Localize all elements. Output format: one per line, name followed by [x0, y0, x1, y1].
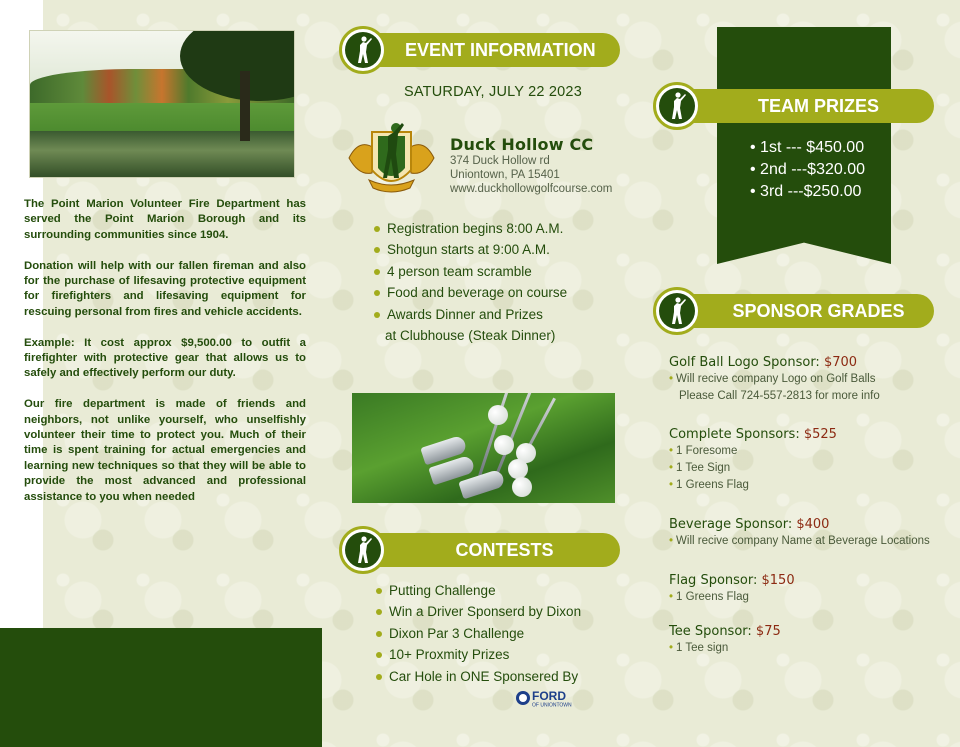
list-item: Car Hole in ONE Sponsered By [375, 666, 625, 687]
golfer-icon-badge [653, 287, 701, 335]
golfer-icon [351, 535, 375, 565]
contests-header [339, 526, 620, 574]
sponsor-price: $75 [755, 624, 781, 639]
list-item: Putting Challenge [375, 580, 625, 601]
sponsor-title: Tee Sponsor: $75 [669, 624, 781, 639]
team-prizes-header [653, 82, 934, 130]
section-title: TEAM PRIZES [673, 89, 934, 123]
venue-name: Duck Hollow CC [450, 135, 594, 154]
section-title: CONTESTS [359, 533, 620, 567]
list-item-continuation: at Clubhouse (Steak Dinner) [385, 328, 556, 344]
golfer-icon-badge [653, 82, 701, 130]
prize-item: • 3rd ---$250.00 [750, 183, 862, 200]
complete-sponsor [669, 426, 949, 494]
golf-course-pond-photo [29, 30, 295, 178]
description-paragraph: Our fire department is made of friends and neighbors, not unlike yourself, who unselfishly volunteer their time to protect you. Much of their time is spent training for actual emergencies and learning new techniques so that they will be able to provide the most advanced and professional assistance to you when needed [24, 398, 306, 503]
list-item: Dixon Par 3 Challenge [375, 623, 625, 644]
sponsor-benefit: • Will recive company Logo on Golf Balls [669, 373, 876, 385]
event-date: SATURDAY, JULY 22 2023 [404, 84, 582, 100]
sponsor-price: $700 [823, 355, 858, 370]
sponsor-grades-header [653, 287, 934, 335]
event-details-list [373, 218, 633, 346]
venue-address-line-1: 374 Duck Hollow rd [450, 155, 550, 167]
ford-logo [515, 688, 595, 708]
sponsor-title: Golf Ball Logo Sponsor: $700 [669, 355, 858, 370]
list-item: Registration begins 8:00 A.M. [373, 218, 633, 239]
section-title: EVENT INFORMATION [359, 33, 620, 67]
description-paragraph: Donation will help with our fallen fireman and also for the purchase of lifesaving protective equipment for firefighters and lifesaving equipment for rescuing personal from fires and vehicle accidents. [24, 259, 306, 318]
flag-sponsor [669, 572, 949, 606]
prize-item: • 1st --- $450.00 [750, 139, 865, 156]
golf-clubs-photo [352, 393, 615, 503]
sponsor-benefit: • 1 Greens Flag [669, 479, 749, 491]
sponsor-benefit: • 1 Greens Flag [669, 591, 749, 603]
list-item: Awards Dinner and Prizes [373, 304, 633, 325]
sponsor-title: Beverage Sponsor: $400 [669, 517, 830, 532]
golf-ball-logo-sponsor [669, 354, 949, 404]
description-paragraph: The Point Marion Volunteer Fire Department has served the Point Marion Borough and its surrounding communities since 1904. [24, 198, 306, 241]
list-item: 10+ Proxmity Prizes [375, 644, 625, 665]
beverage-sponsor [669, 516, 949, 550]
golfer-icon-badge [339, 26, 387, 74]
golfer-icon [351, 35, 375, 65]
sponsor-title: Complete Sponsors: $525 [669, 427, 837, 442]
golfer-icon-badge [339, 526, 387, 574]
tee-sponsor [669, 623, 949, 657]
list-item: Win a Driver Sponserd by Dixon [375, 601, 625, 622]
sponsor-benefit: • 1 Tee Sign [669, 462, 731, 474]
left-bottom-green-panel [0, 628, 322, 747]
crest-icon [344, 118, 439, 196]
fire-department-description [24, 197, 306, 520]
description-paragraph: Example: It cost approx $9,500.00 to outfit a firefighter with protective gear that allows us to safely and effectively perform our duty. [24, 336, 306, 380]
sponsor-benefit: • Will recive company Name at Beverage Locations [669, 535, 930, 547]
sponsor-note: Please Call 724-557-2813 for more info [679, 390, 880, 402]
sponsor-title: Flag Sponsor: $150 [669, 573, 795, 588]
sponsor-benefit: • 1 Tee sign [669, 642, 729, 654]
contests-list [375, 580, 625, 687]
prize-item: • 2nd ---$320.00 [750, 161, 866, 178]
venue-website: www.duckhollowgolfcourse.com [450, 183, 613, 195]
team-prizes-list [750, 137, 865, 203]
golfer-icon [665, 296, 689, 326]
sponsor-price: $400 [796, 517, 830, 532]
sponsor-price: $150 [761, 573, 795, 588]
venue-info [450, 135, 612, 196]
section-title: SPONSOR GRADES [673, 294, 934, 328]
sponsor-price: $525 [803, 427, 837, 442]
ford-logo-text: FORD [532, 689, 566, 703]
list-item: Food and beverage on course [373, 282, 633, 303]
golfer-icon [665, 91, 689, 121]
list-item: 4 person team scramble [373, 261, 633, 282]
event-information-header [339, 26, 620, 74]
venue-address-line-2: Uniontown, PA 15401 [450, 169, 560, 181]
list-item: Shotgun starts at 9:00 A.M. [373, 239, 633, 260]
sponsor-benefit: • 1 Foresome [669, 445, 738, 457]
ford-logo-subtext: OF UNIONTOWN [532, 702, 572, 708]
